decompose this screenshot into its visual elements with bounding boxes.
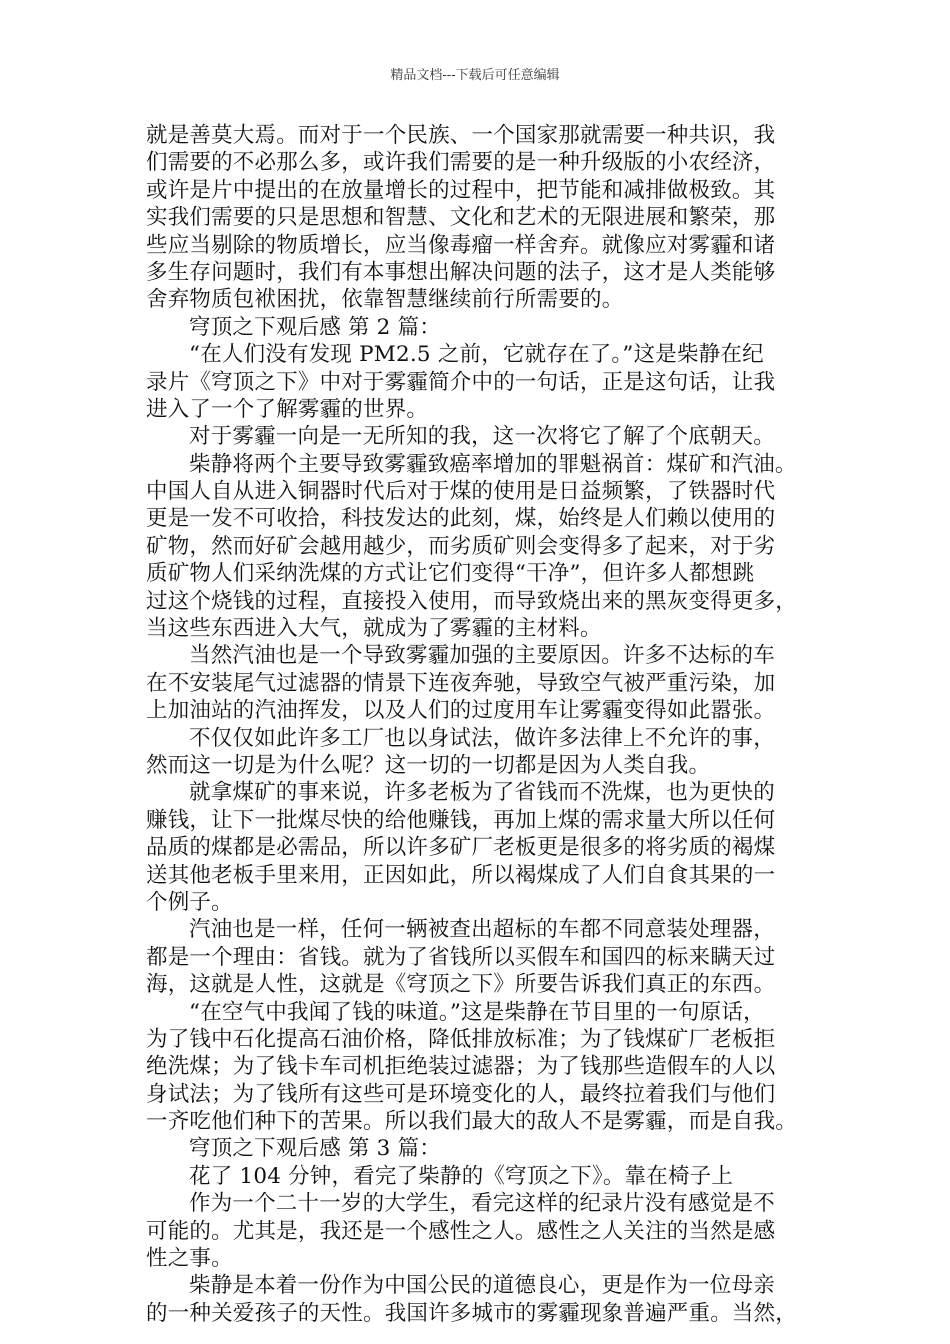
text-line: 性之事。 xyxy=(146,1246,233,1272)
text-line: 穹顶之下观后感 第 2 篇： xyxy=(189,314,441,340)
text-line: 进入了一个了解雾霾的世界。 xyxy=(146,396,429,422)
text-line: 录片《穹顶之下》中对于雾霾简介中的一句话，正是这句话，让我 xyxy=(146,369,776,395)
text-line: 送其他老板手里来用，正因如此，所以褐煤成了人们自食其果的一 xyxy=(146,862,776,888)
text-line: 身试法；为了钱所有这些可是环境变化的人，最终拉着我们与他们 xyxy=(146,1081,776,1107)
text-line: 汽油也是一样，任何一辆被查出超标的车都不同意装处理器， xyxy=(189,917,775,943)
page-header: 精品文档---下载后可任意编辑 xyxy=(390,68,560,83)
text-line: 些应当剔除的物质增长，应当像毒瘤一样舍弃。就像应对雾霾和诸 xyxy=(146,232,776,258)
text-line: 实我们需要的只是思想和智慧、文化和艺术的无限进展和繁荣，那 xyxy=(146,205,776,231)
text-line: 更是一发不可收拾，科技发达的此刻，煤，始终是人们赖以使用的 xyxy=(146,506,776,532)
text-line: 当然汽油也是一个导致雾霾加强的主要原因。许多不达标的车 xyxy=(189,643,775,669)
text-line: 们需要的不必那么多，或许我们需要的是一种升级版的小农经济， xyxy=(146,150,776,176)
text-line: 一齐吃他们种下的苦果。所以我们最大的敌人不是雾霾，而是自我。 xyxy=(146,1109,798,1135)
text-line: 穹顶之下观后感 第 3 篇： xyxy=(189,1136,441,1162)
text-line: “在空气中我闻了钱的味道。”这是柴静在节目里的一句原话， xyxy=(189,999,765,1025)
text-line: 绝洗煤；为了钱卡车司机拒绝装过滤器；为了钱那些造假车的人以 xyxy=(146,1054,776,1080)
document-body xyxy=(146,122,822,1327)
text-line: 舍弃物质包袱困扰，依靠智慧继续前行所需要的。 xyxy=(146,287,624,313)
text-line: 花了 104 分钟，看完了柴静的《穹顶之下》。靠在椅子上 xyxy=(189,1163,734,1189)
text-line: 作为一个二十一岁的大学生，看完这样的纪录片没有感觉是不 xyxy=(189,1191,775,1217)
text-line: 矿物，然而好矿会越用越少，而劣质矿则会变得多了起来，对于劣 xyxy=(146,533,776,559)
text-line: 可能的。尤其是，我还是一个感性之人。感性之人关注的当然是感 xyxy=(146,1218,776,1244)
text-line: 都是一个理由：省钱。就为了省钱所以买假车和国四的标来瞒天过 xyxy=(146,944,776,970)
text-line: 就是善莫大焉。而对于一个民族、一个国家那就需要一种共识，我 xyxy=(146,123,776,148)
text-line: “在人们没有发现 PM2.5 之前，它就存在了。”这是柴静在纪 xyxy=(189,342,764,368)
text-line: 柴静将两个主要导致雾霾致癌率增加的罪魁祸首：煤矿和汽油。 xyxy=(189,451,797,477)
text-line: 海，这就是人性，这就是《穹顶之下》所要告诉我们真正的东西。 xyxy=(146,972,776,998)
text-line: 品质的煤都是必需品，所以许多矿厂老板更是很多的将劣质的褐煤 xyxy=(146,835,776,861)
text-line: 然而这一切是为什么呢？这一切的一切都是因为人类自我。 xyxy=(146,752,711,778)
text-line: 就拿煤矿的事来说，许多老板为了省钱而不洗煤，也为更快的 xyxy=(189,780,775,806)
text-line: 个例子。 xyxy=(146,889,233,915)
text-line: 对于雾霾一向是一无所知的我，这一次将它了解了个底朝天。 xyxy=(189,424,775,450)
text-line: 不仅仅如此许多工厂也以身试法，做许多法律上不允许的事， xyxy=(189,725,775,751)
text-line: 柴静是本着一份作为中国公民的道德良心，更是作为一位母亲 xyxy=(189,1273,775,1299)
text-line: 赚钱，让下一批煤尽快的给他赚钱，再加上煤的需求量大所以任何 xyxy=(146,807,776,833)
text-line: 或许是片中提出的在放量增长的过程中，把节能和减排做极致。其 xyxy=(146,177,776,203)
text-line: 上加油站的汽油挥发，以及人们的过度用车让雾霾变得如此嚣张。 xyxy=(146,698,776,724)
text-line: 多生存问题时，我们有本事想出解决问题的法子，这才是人类能够 xyxy=(146,259,776,285)
text-line: 当这些东西进入大气，就成为了雾霾的主材料。 xyxy=(146,616,602,642)
text-line: 中国人自从进入铜器时代后对于煤的使用是日益频繁，了铁器时代 xyxy=(146,479,776,505)
text-line: 的一种关爱孩子的天性。我国许多城市的雾霾现象普遍严重。当然， xyxy=(146,1300,798,1326)
text-line: 在不安装尾气过滤器的情景下连夜奔驰，导致空气被严重污染，加 xyxy=(146,670,776,696)
text-line: 过这个烧钱的过程，直接投入使用，而导致烧出来的黑灰变得更多， xyxy=(146,588,798,614)
text-line: 质矿物人们采纳洗煤的方式让它们变得“干净”，但许多人都想跳 xyxy=(146,561,755,587)
text-line: 为了钱中石化提高石油价格，降低排放标准；为了钱煤矿厂老板拒 xyxy=(146,1026,776,1052)
